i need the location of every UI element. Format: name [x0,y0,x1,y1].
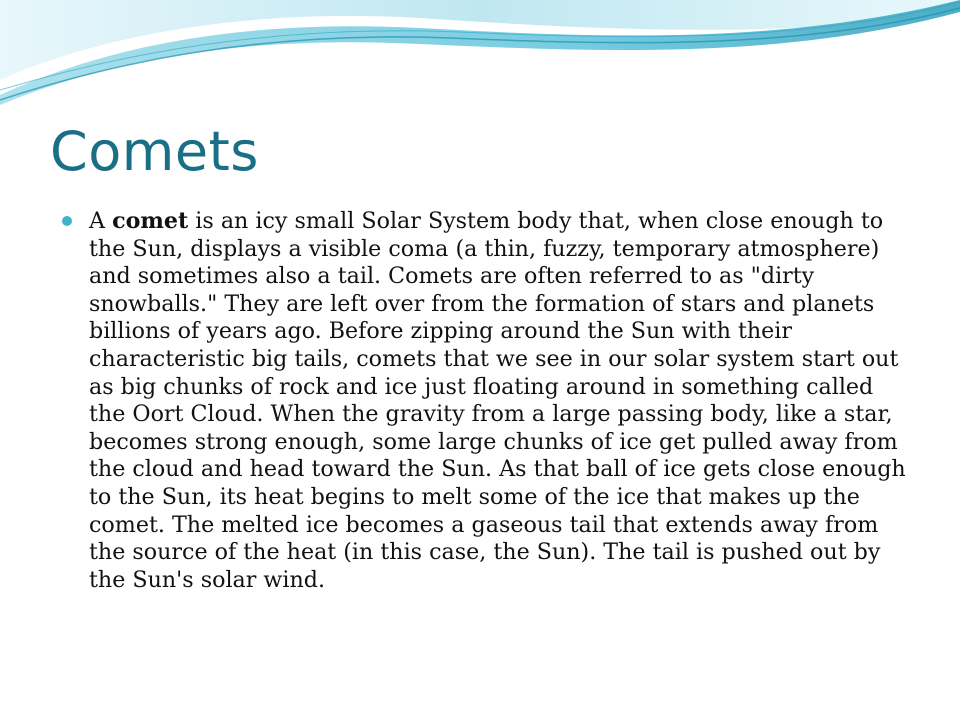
bullet-text-pre: A [89,208,113,234]
bullet-dot-icon [62,216,72,226]
bullet-text-post: is an icy small Solar System body that, when close enough to the Sun, displays a visible coma (a thin, fuzzy, temporary atmosphere) and sometimes also a tail. Comets are often referred to as "dirty snowballs." They are left over from the formation of stars and planets billions of years ago. Before zipping around the Sun with their characteristic big tails, comets that we see in our solar system start out as big chunks of rock and ice just floating around in something called the Oort Cloud. When the gravity from a large passing body, like a star, becomes strong enough, some large chunks of ice get pulled away from the cloud and head toward the Sun. As that ball of ice gets close enough to the Sun, its heat begins to melt some of the ice that makes up the comet. The melted ice becomes a gaseous tail that extends away from the source of the heat (in this case, the Sun). The tail is pushed out by the Sun's solar wind. [89,208,906,593]
slide-body [62,208,912,594]
header-wave-decoration [0,0,960,110]
slide-title: Comets [50,120,259,183]
bullet-bold-term: comet [112,208,189,234]
bullet-paragraph [89,208,912,594]
